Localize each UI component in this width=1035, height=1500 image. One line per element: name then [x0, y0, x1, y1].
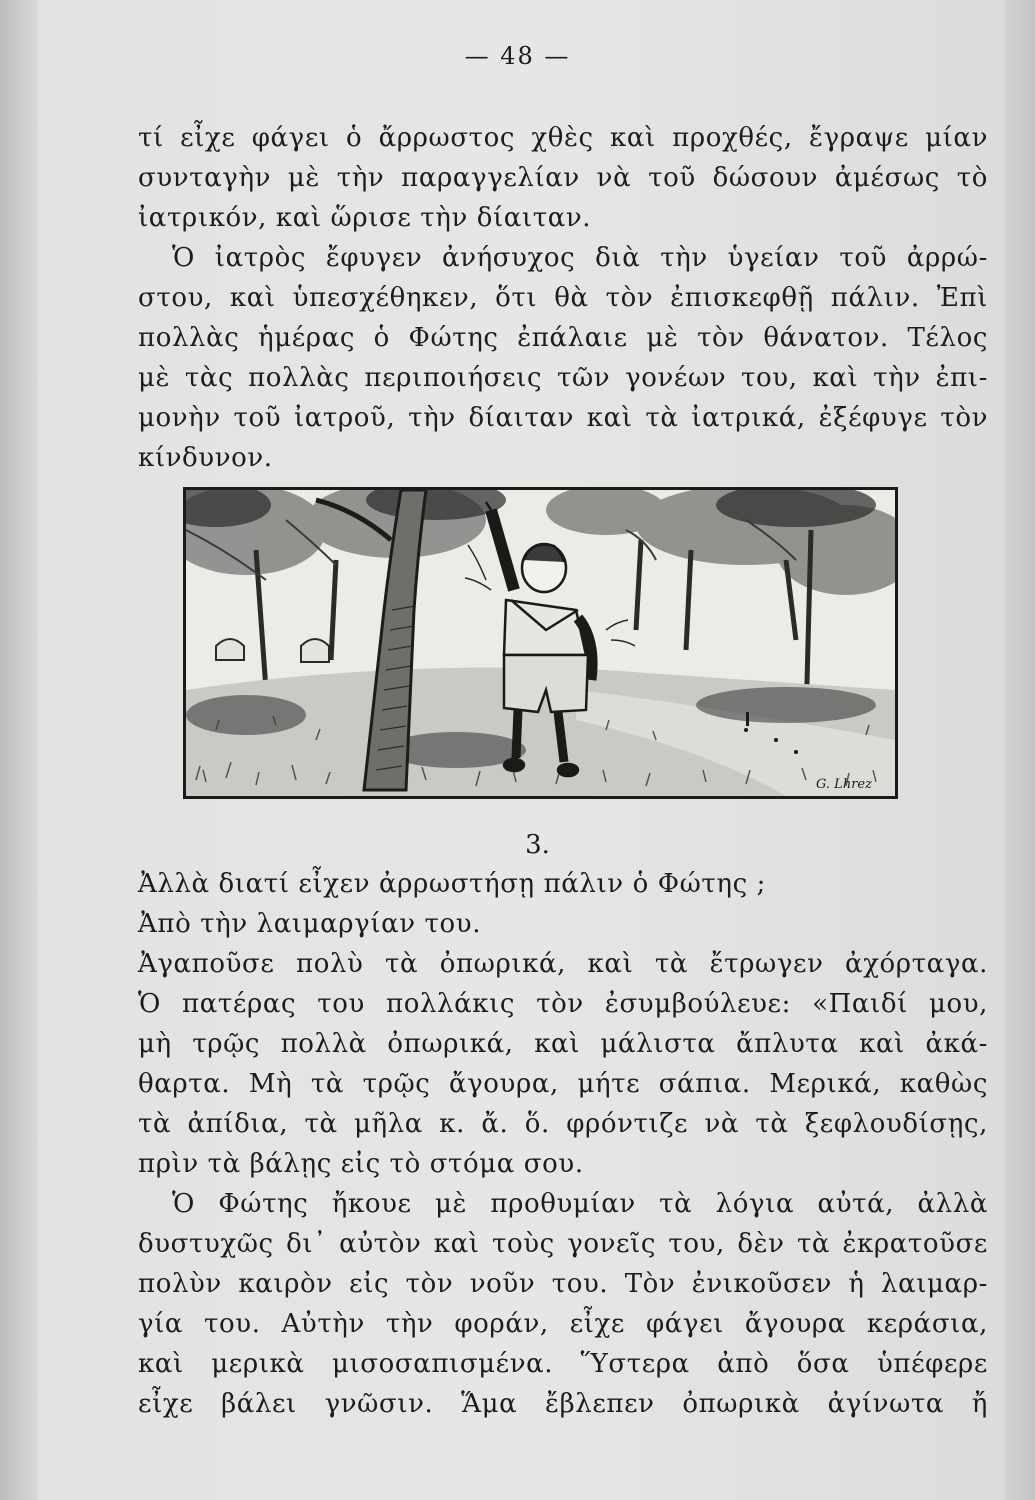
text-line: μὴ τρῷς πολλὰ ὀπωρικά, καὶ μάλιστα ἄπλυτα καὶ ἀκά-: [138, 1029, 988, 1059]
text-line: Ἀπὸ τὴν λαιμαργίαν του.: [138, 909, 482, 939]
text-line: πρὶν τὰ βάλῃς εἰς τὸ στόμα σου.: [138, 1149, 584, 1179]
page-left-edge: [0, 0, 38, 1500]
text-line: γία του. Αὐτὴν τὴν φοράν, εἶχε φάγει ἄγουρα κεράσια,: [138, 1309, 988, 1339]
text-line: καὶ μερικὰ μισοσαπισμένα. Ὕστερα ἀπὸ ὅσα ὑπέφερε: [138, 1349, 988, 1379]
text-line: Ὁ ἰατρὸς ἔφυγεν ἀνήσυχος διὰ τὴν ὑγείαν τοῦ ἀρρώ-: [172, 243, 988, 273]
text-line: μονὴν τοῦ ἰατροῦ, τὴν δίαιταν καὶ τὰ ἰατρικά, ἐξέφυγε τὸν: [138, 403, 988, 433]
text-line: δυστυχῶς δι᾿ αὐτὸν καὶ τοὺς γονεῖς του, δὲν τὰ ἐκρατοῦσε: [138, 1229, 988, 1259]
text-line: πολὺν καιρὸν εἰς τὸν νοῦν του. Τὸν ἐνικοῦσεν ἡ λαιμαρ-: [138, 1269, 988, 1299]
section-number: 3.: [525, 830, 550, 860]
engraving-drawing: [186, 490, 895, 796]
text-line: θαρτα. Μὴ τὰ τρῷς ἄγουρα, μήτε σάπια. Μερικά, καθὼς: [138, 1069, 988, 1099]
text-line: Ὁ πατέρας του πολλάκις τὸν ἐσυμβούλευε: «Παιδί μου,: [138, 989, 988, 1019]
text-line: Ἀλλὰ διατί εἶχεν ἀρρωστήσῃ πάλιν ὁ Φώτης ;: [138, 869, 766, 899]
text-line: εἶχε βάλει γνῶσιν. Ἅμα ἔβλεπεν ὀπωρικὰ ἀγίνωτα ἤ: [138, 1389, 988, 1419]
text-line: Ὁ Φώτης ἤκουε μὲ προθυμίαν τὰ λόγια αὐτά, ἀλλὰ: [172, 1189, 988, 1219]
text-line: στου, καὶ ὑπεσχέθηκεν, ὅτι θὰ τὸν ἐπισκεφθῇ πάλιν. Ἐπὶ: [138, 283, 988, 313]
text-line: τί εἶχε φάγει ὁ ἄρρωστος χθὲς καὶ προχθές, ἔγραψε μίαν: [138, 123, 988, 153]
text-line: πολλὰς ἡμέρας ὁ Φώτης ἐπάλαιε μὲ τὸν θάνατον. Τέλος: [138, 323, 988, 353]
text-line: μὲ τὰς πολλὰς περιποιήσεις τῶν γονέων του, καὶ τὴν ἐπι-: [138, 363, 988, 393]
illustration-boy-in-orchard: [183, 487, 898, 799]
artist-signature: G. Lhrez: [816, 777, 872, 792]
page-right-edge: [1005, 0, 1035, 1500]
page-number: — 48 —: [464, 42, 571, 70]
text-line: ἰατρικόν, καὶ ὥρισε τὴν δίαιταν.: [138, 203, 592, 233]
text-line: Ἀγαποῦσε πολὺ τὰ ὀπωρικά, καὶ τὰ ἔτρωγεν ἀχόρταγα.: [138, 949, 988, 979]
text-line: συνταγὴν μὲ τὴν παραγγελίαν νὰ τοῦ δώσουν ἀμέσως τὸ: [138, 163, 988, 193]
text-line: τὰ ἀπίδια, τὰ μῆλα κ. ἄ. ὅ. φρόντιζε νὰ τὰ ξεφλουδίσῃς,: [138, 1109, 988, 1139]
text-line: κίνδυνον.: [138, 443, 273, 473]
